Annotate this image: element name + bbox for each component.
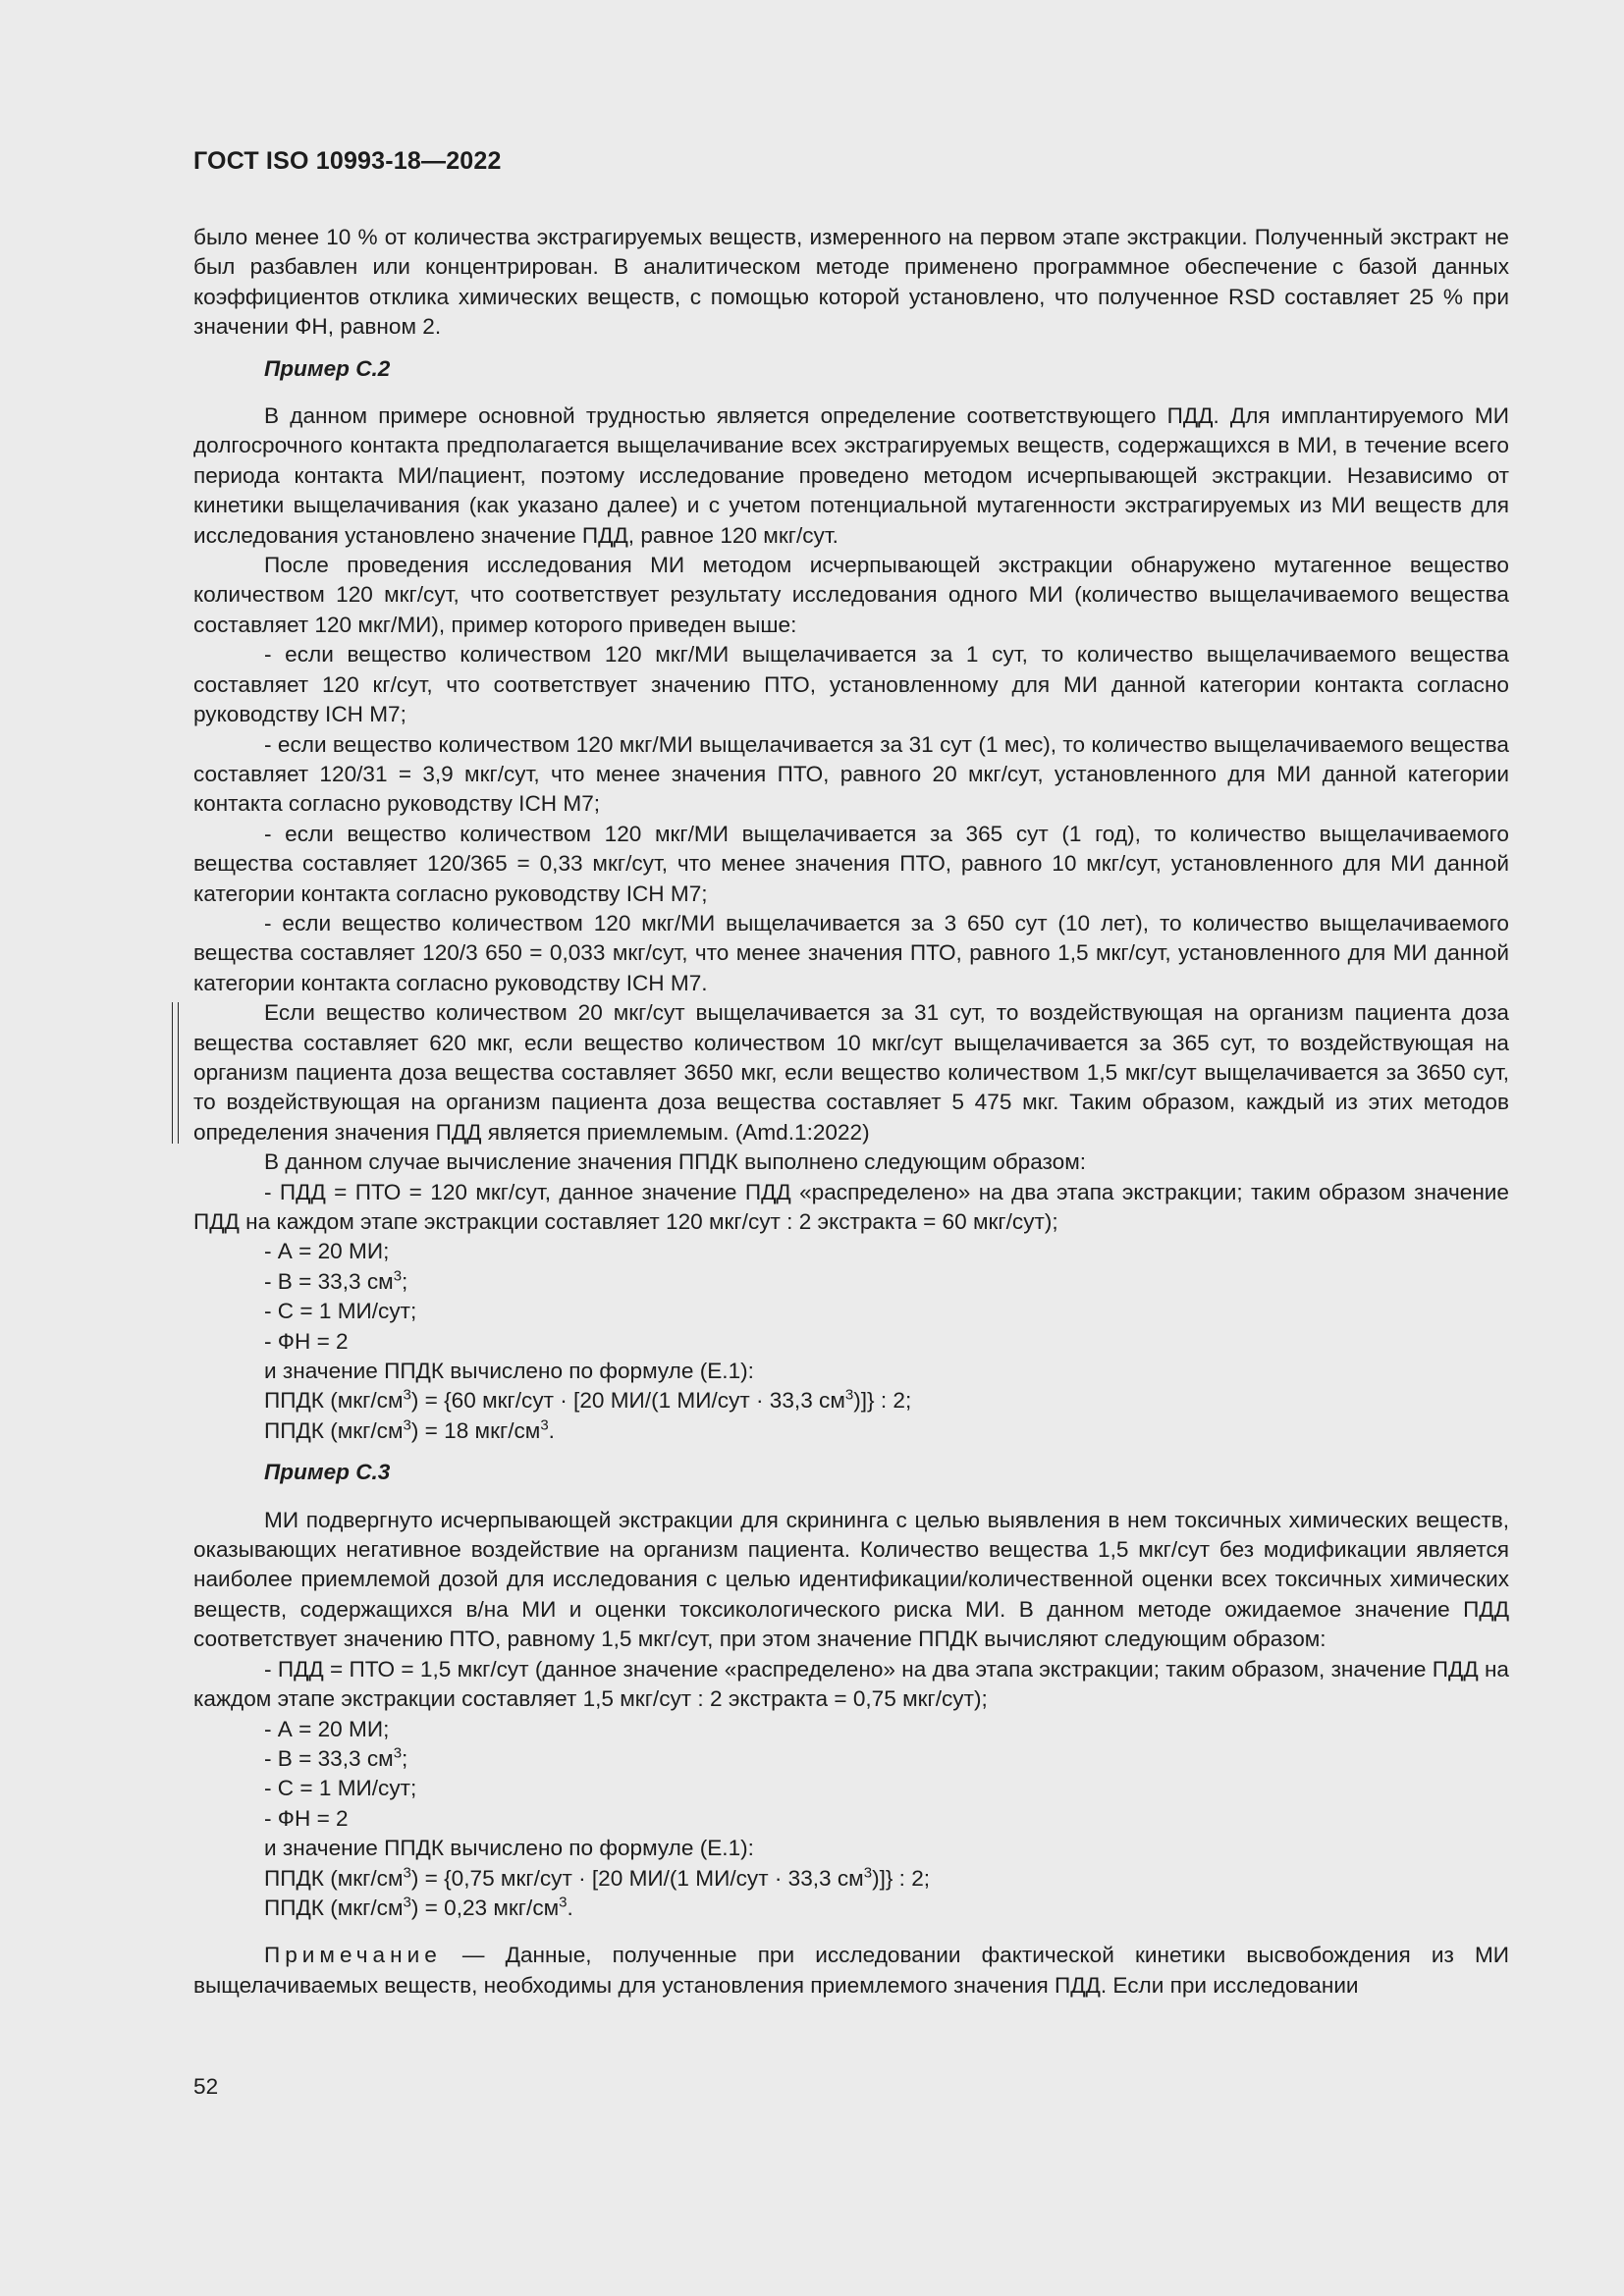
c2-bullet-4: - если вещество количеством 120 мкг/МИ выщелачивается за 3 650 сут (10 лет), то количество выщелачиваемого вещества составляет 120/3 650 = 0,033 мкг/сут, что менее значения ПТО, равного 1,5 мкг/сут, установленного для МИ данной категории контакта согласно руководству ICH M7. xyxy=(193,910,1509,995)
c2-bullet-3: - если вещество количеством 120 мкг/МИ выщелачивается за 365 сут (1 год), то количество выщелачиваемого вещества составляет 120/365 = 0,33 мкг/сут, что менее значения ПТО, равного 10 мкг/сут, установленного для МИ данной категории контакта согласно руководству ICH M7; xyxy=(193,821,1509,906)
c3-param-fn: - ФН = 2 xyxy=(264,1805,349,1831)
c2-formula-1: ППДК $(мкг/см^3) = \{60$ мкг/сут · [20 МИ/(1 МИ/сут · 33,3 $см^3$)]} : 2; xyxy=(264,1386,912,1414)
document-header: ГОСТ ISO 10993-18—2022 xyxy=(193,147,502,175)
note-label: Примечание xyxy=(264,1943,442,1968)
c2-formula-2: ППДК $(мкг/см^3) = 18$ мкг/$см^3$. xyxy=(264,1416,555,1443)
c3-param-b: - В = 33,3 $см^3$; xyxy=(264,1744,408,1771)
c3-formula-intro: и значение ППДК вычислено по формуле (Е.1): xyxy=(264,1836,754,1861)
c3-param-c: - С = 1 МИ/сут; xyxy=(264,1776,417,1801)
note-paragraph xyxy=(193,1941,1509,2001)
c2-calc-bullet-1: - ПДД = ПТО = 120 мкг/сут, данное значение ПДД «распределено» на два этапа экстракции; таким образом значение ПДД на каждом этапе экстракции составляет 120 мкг/сут : 2 экстракта = 60 мкг/сут); xyxy=(193,1179,1509,1234)
c3-formula-2: ППДК $(мкг/см^3) = 0,23$ мкг/$см^3$. xyxy=(264,1894,573,1920)
document-page xyxy=(193,147,1509,2001)
c3-bullet-1: - ПДД = ПТО = 1,5 мкг/сут (данное значение «распределено» на два этапа экстракции; таким образом, значение ПДД на каждом этапе экстракции составляет 1,5 мкг/сут : 2 экстракта = 0,75 мкг/сут); xyxy=(193,1656,1509,1712)
c2-param-a: - А = 20 МИ; xyxy=(264,1239,390,1264)
paragraph-intro: было менее 10 % от количества экстрагируемых веществ, измеренного на первом этапе экстракции. Полученный экстракт не был разбавлен или концентрирован. В аналитическом методе применено программное обеспечение с базой данных коэффициентов отклика химических веществ, с помощью которой установлено, что полученное RSD составляет 25 % при значении ФН, равном 2. xyxy=(193,225,1509,340)
example-c2-heading: Пример С.2 xyxy=(264,355,391,381)
c3-formula-1: ППДК $(мкг/см^3) = \{0,75$ мкг/сут · [20 МИ/(1 МИ/сут · 33,3 $см^3$)]} : 2; xyxy=(264,1864,931,1891)
c2-bullet-2: - если вещество количеством 120 мкг/МИ выщелачивается за 31 сут (1 мес), то количество выщелачиваемого вещества составляет 120/31 = 3,9 мкг/сут, что менее значения ПТО, равного 20 мкг/сут, установленного для МИ данной категории контакта согласно руководству ICH M7; xyxy=(193,731,1509,817)
amendment-change-bar xyxy=(172,1002,179,1144)
amendment-block xyxy=(193,998,1509,1148)
c2-param-fn: - ФН = 2 xyxy=(264,1328,349,1354)
c2-formula-intro: и значение ППДК вычислено по формуле (Е.1): xyxy=(264,1359,754,1384)
c2-paragraph-1: В данном примере основной трудностью является определение соответствующего ПДД. Для имплантируемого МИ долгосрочного контакта предполагается выщелачивание всех экстрагируемых веществ, содержащихся в МИ, в течение всего периода контакта МИ/пациент, поэтому исследование проведено методом исчерпывающей экстракции. Независимо от кинетики выщелачивания (как указано далее) и с учетом потенциальной мутагенности экстрагируемых из МИ веществ для исследования установлено значение ПДД, равное 120 мкг/сут. xyxy=(193,403,1509,548)
c3-paragraph-1: МИ подвергнуто исчерпывающей экстракции для скрининга с целью выявления в нем токсичных химических веществ, оказывающих негативное воздействие на организм пациента. Количество вещества 1,5 мкг/сут без модификации является наиболее приемлемой дозой для исследования с целью идентификации/количественной оценки всех токсичных химических веществ, содержащихся в/на МИ и оценки токсикологического риска МИ. В данном методе ожидаемое значение ПДД соответствует значению ПТО, равному 1,5 мкг/сут, при этом значение ППДК вычисляют следующим образом: xyxy=(193,1507,1509,1652)
c2-amendment-paragraph: Если вещество количеством 20 мкг/сут выщелачивается за 31 сут, то воздействующая на организм пациента доза вещества составляет 620 мкг, если вещество количеством 10 мкг/сут выщелачивается за 365 сут, то воздействующая на организм пациента доза вещества составляет 3650 мкг, если вещество количеством 1,5 мкг/сут выщелачивается за 3650 сут, то воздействующая на организм пациента доза вещества составляет 5 475 мкг. Таким образом, каждый из этих методов определения значения ПДД является приемлемым. (Amd.1:2022) xyxy=(193,1000,1509,1145)
example-c3-heading: Пример С.3 xyxy=(264,1460,391,1485)
c2-param-c: - С = 1 МИ/сут; xyxy=(264,1299,417,1324)
c2-param-b: - В = 33,3 $см^3$; xyxy=(264,1267,408,1294)
page-number: 52 xyxy=(193,2074,219,2099)
c2-calc-intro: В данном случае вычисление значения ППДК выполнено следующим образом: xyxy=(264,1149,1087,1175)
c2-paragraph-2: После проведения исследования МИ методом исчерпывающей экстракции обнаружено мутагенное вещество количеством 120 мкг/сут, что соответствует результату исследования одного МИ (количество выщелачиваемого вещества составляет 120 мкг/МИ), пример которого приведен выше: xyxy=(193,553,1509,637)
note-text: — Данные, полученные при исследовании фактической кинетики высвобождения из МИ выщелачиваемых веществ, необходимы для установления приемлемого значения ПДД. Если при исследовании xyxy=(193,1943,1509,1998)
c2-bullet-1: - если вещество количеством 120 мкг/МИ выщелачивается за 1 сут, то количество выщелачиваемого вещества составляет 120 кг/сут, что соответствует значению ПТО, установленному для МИ данной категории контакта согласно руководству ICH M7; xyxy=(193,642,1509,727)
c3-param-a: - А = 20 МИ; xyxy=(264,1716,390,1741)
